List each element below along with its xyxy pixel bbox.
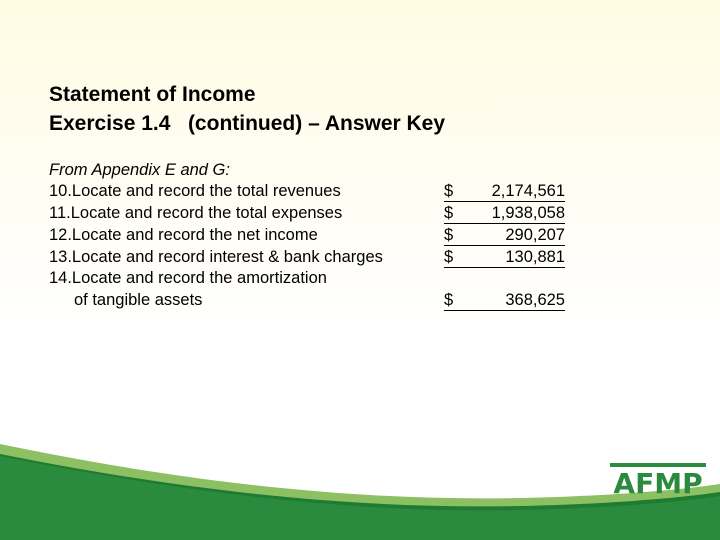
dollar-sign: $ — [444, 291, 454, 309]
title-line-1: Statement of Income — [49, 83, 256, 106]
item-label-14: 14.Locate and record the amortization — [49, 269, 327, 287]
amount-value: 130,881 — [505, 248, 565, 266]
amount-value: 2,174,561 — [491, 182, 565, 200]
amount-value: 1,938,058 — [491, 204, 565, 222]
dollar-sign: $ — [444, 204, 454, 222]
logo-text: AFMP — [613, 467, 703, 500]
item-label-10: 10.Locate and record the total revenues — [49, 182, 341, 200]
amount-10 — [444, 182, 565, 202]
dollar-sign: $ — [444, 226, 454, 244]
dollar-sign: $ — [444, 182, 454, 200]
slide-title — [49, 80, 445, 138]
amount-12 — [444, 226, 565, 246]
item-label-11: 11.Locate and record the total expenses — [49, 204, 343, 222]
amount-value: 290,207 — [505, 226, 565, 244]
amount-value: 368,625 — [505, 291, 565, 309]
item-label-14-continued: of tangible assets — [74, 291, 203, 309]
title-line-2: Exercise 1.4 (continued) – Answer Key — [49, 112, 446, 135]
amount-13 — [444, 248, 565, 268]
intro-text: From Appendix E and G: — [49, 161, 230, 179]
item-label-13: 13.Locate and record interest & bank charges — [49, 248, 383, 266]
afmp-logo — [610, 463, 706, 501]
amount-11 — [444, 204, 565, 224]
amount-14 — [444, 291, 565, 311]
dollar-sign: $ — [444, 248, 454, 266]
item-label-12: 12.Locate and record the net income — [49, 226, 318, 244]
